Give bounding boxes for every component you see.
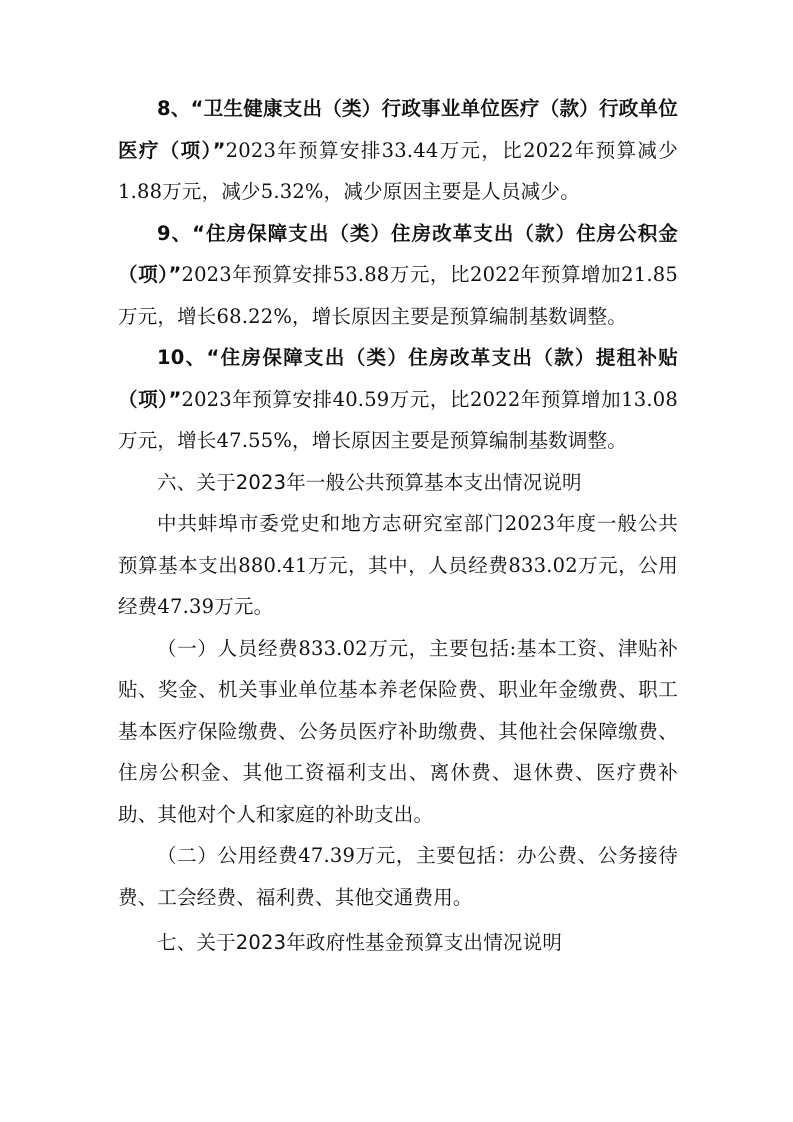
item-10-title: 10、“住房保障支出（类）住房改革支出（款）提租补贴（项）” [118,346,678,411]
item-8-title: 8、“卫生健康支出（类）行政事业单位医疗（款）行政单位医疗（项）” [118,97,678,162]
item-10-body: 2023年预算安排40.59万元，比2022年预算增加13.08万元，增长47.55%，增长原因主要是预算编制基数调整。 [118,387,678,452]
section-6-summary: 中共蚌埠市委党史和地方志研究室部门2023年度一般公共预算基本支出880.41万元，其中，人员经费833.02万元，公用经费47.39万元。 [118,512,678,618]
section-7-heading: 七、关于2023年政府性基金预算支出情况说明 [157,931,563,954]
item-9 [118,213,678,338]
item-8 [118,88,678,213]
item-8-body: 2023年预算安排33.44万元，比2022年预算减少1.88万元，减少5.32%，减少原因主要是人员减少。 [118,138,678,203]
section-6-personnel: （一）人员经费833.02万元，主要包括:基本工资、津贴补贴、奖金、机关事业单位基本养老保险费、职业年金缴费、职工基本医疗保险缴费、公务员医疗补助缴费、其他社会保障缴费、住房公积金、其他工资福利支出、离休费、退休费、医疗费补助、其他对个人和家庭的补助支出。 [118,636,678,826]
item-9-body: 2023年预算安排53.88万元，比2022年预算增加21.85万元，增长68.22%，增长原因主要是预算编制基数调整。 [118,263,678,328]
section-6-public: （二）公用经费47.39万元，主要包括：办公费、公务接待费、工会经费、福利费、其他交通费用。 [118,844,678,909]
item-9-title: 9、“住房保障支出（类）住房改革支出（款）住房公积金（项）” [118,221,678,286]
document-page [118,88,678,964]
section-6-heading: 六、关于2023年一般公共预算基本支出情况说明 [157,470,582,494]
item-10 [118,337,678,462]
